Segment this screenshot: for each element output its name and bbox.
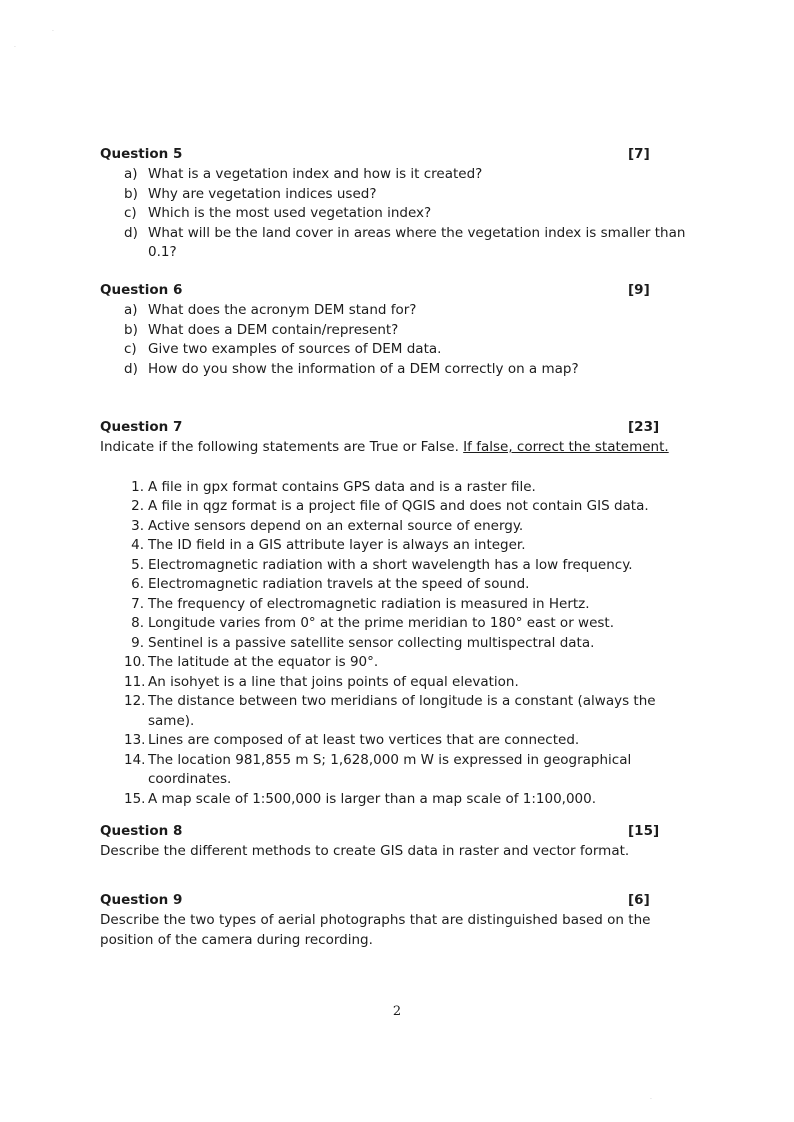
statement-number: 10.: [124, 654, 146, 670]
question-5: [100, 145, 700, 263]
sub-question-text: What does a DEM contain/represent?: [148, 321, 399, 338]
scan-mark: ·: [650, 1096, 652, 1103]
statement-text: The distance between two meridians of longitude is a constant (always the same).: [148, 693, 656, 729]
statement-number: 2.: [131, 498, 144, 514]
sub-question-text: What will be the land cover in areas where the vegetation index is smaller than 0.1?: [148, 224, 686, 260]
statement-text: An isohyet is a line that joins points of equal elevation.: [148, 673, 519, 690]
question-text: Describe the different methods to create GIS data in raster and vector format.: [100, 843, 630, 859]
question-header: [100, 891, 706, 911]
statement-item: [124, 595, 700, 615]
statement-text: Active sensors depend on an external source of energy.: [148, 517, 524, 534]
sub-question-text: How do you show the information of a DEM correctly on a map?: [148, 360, 579, 377]
sub-question-text: Give two examples of sources of DEM data.: [148, 341, 442, 357]
question-marks: [6]: [628, 892, 650, 908]
statement-item: [124, 751, 700, 790]
question-header: [100, 418, 700, 438]
statement-text: A file in qgz format is a project file of QGIS and does not contain GIS data.: [148, 498, 649, 514]
statement-text: A file in gpx format contains GPS data and is a raster file.: [148, 478, 536, 495]
statement-item: [124, 692, 700, 731]
statement-number: 11.: [124, 673, 146, 690]
scan-mark: ·: [14, 44, 16, 51]
sub-question-list: [100, 165, 700, 263]
statement-number: 9.: [131, 634, 144, 651]
sub-question: [124, 224, 700, 263]
statement-number: 3.: [131, 517, 144, 534]
statement-text: Electromagnetic radiation with a short wavelength has a low frequency.: [148, 556, 633, 573]
sub-question: [124, 360, 700, 380]
question-marks: [15]: [628, 823, 660, 839]
sub-question-label: c): [124, 205, 137, 221]
statement-text: Lines are composed of at least two vertices that are connected.: [148, 732, 580, 748]
sub-question: [124, 321, 700, 341]
question-title: Question 9: [100, 892, 183, 908]
statement-item: [124, 575, 700, 595]
sub-question-label: d): [124, 360, 138, 377]
question-header: [100, 145, 700, 165]
sub-question: [124, 165, 700, 185]
statement-number: 6.: [131, 576, 144, 592]
statement-text: The frequency of electromagnetic radiation is measured in Hertz.: [148, 595, 590, 612]
sub-question-text: Why are vegetation indices used?: [148, 185, 377, 202]
statement-number: 5.: [131, 556, 144, 573]
statement-text: The latitude at the equator is 90°.: [148, 654, 379, 670]
question-header: [100, 822, 700, 842]
statement-number: 7.: [131, 595, 144, 612]
sub-question-text: What is a vegetation index and how is it created?: [148, 166, 483, 182]
statement-item: [124, 790, 700, 810]
page-number: 2: [392, 1004, 402, 1019]
question-7: [100, 418, 700, 809]
question-9: [100, 891, 706, 950]
statement-number: 1.: [131, 478, 144, 495]
question-6: [100, 281, 700, 379]
statement-item: [124, 517, 700, 537]
statement-item: [124, 478, 700, 498]
sub-question-label: b): [124, 321, 138, 338]
statement-text: Electromagnetic radiation travels at the speed of sound.: [148, 576, 530, 592]
statement-item: [124, 614, 700, 634]
statement-list: [100, 478, 700, 810]
question-header: [100, 281, 700, 301]
statement-number: 8.: [131, 615, 144, 631]
sub-question-text: Which is the most used vegetation index?: [148, 205, 432, 221]
statement-item: [124, 653, 700, 673]
statement-number: 14.: [124, 751, 146, 768]
question-instruction: [100, 438, 700, 458]
question-marks: [23]: [628, 419, 660, 435]
statement-text: Sentinel is a passive satellite sensor collecting multispectral data.: [148, 634, 595, 651]
question-8: [100, 822, 700, 862]
sub-question-text: What does the acronym DEM stand for?: [148, 302, 417, 318]
sub-question-label: d): [124, 224, 138, 241]
sub-question-label: a): [124, 302, 138, 318]
statement-text: A map scale of 1:500,000 is larger than a map scale of 1:100,000.: [148, 790, 597, 807]
statement-item: [124, 673, 700, 693]
statement-number: 12.: [124, 693, 146, 709]
sub-question-list: [100, 301, 700, 379]
statement-number: 13.: [124, 732, 146, 748]
statement-item: [124, 497, 700, 517]
sub-question-label: c): [124, 341, 137, 357]
question-title: Question 7: [100, 419, 183, 435]
instruction-text: Indicate if the following statements are True or False.: [100, 439, 459, 455]
statement-number: 15.: [124, 790, 146, 807]
question-title: Question 8: [100, 823, 183, 839]
statement-item: [124, 731, 700, 751]
sub-question-label: a): [124, 166, 138, 182]
sub-question: [124, 301, 700, 321]
sub-question: [124, 204, 700, 224]
statement-item: [124, 556, 700, 576]
statement-text: Longitude varies from 0° at the prime meridian to 180° east or west.: [148, 615, 615, 631]
sub-question-label: b): [124, 185, 138, 202]
question-text: Describe the two types of aerial photographs that are distinguished based on the position of the camera during recording.: [100, 912, 651, 948]
statement-text: The ID field in a GIS attribute layer is always an integer.: [148, 537, 526, 553]
sub-question: [124, 185, 700, 205]
question-title: Question 5: [100, 146, 183, 162]
question-title: Question 6: [100, 282, 183, 298]
question-marks: [7]: [628, 146, 650, 162]
statement-number: 4.: [131, 537, 144, 553]
statement-text: The location 981,855 m S; 1,628,000 m W is expressed in geographical coordinates.: [148, 751, 632, 787]
scan-mark: ·: [52, 28, 54, 35]
sub-question: [124, 340, 700, 360]
question-marks: [9]: [628, 282, 650, 298]
statement-item: [124, 536, 700, 556]
statement-item: [124, 634, 700, 654]
instruction-underlined: If false, correct the statement.: [463, 439, 669, 455]
